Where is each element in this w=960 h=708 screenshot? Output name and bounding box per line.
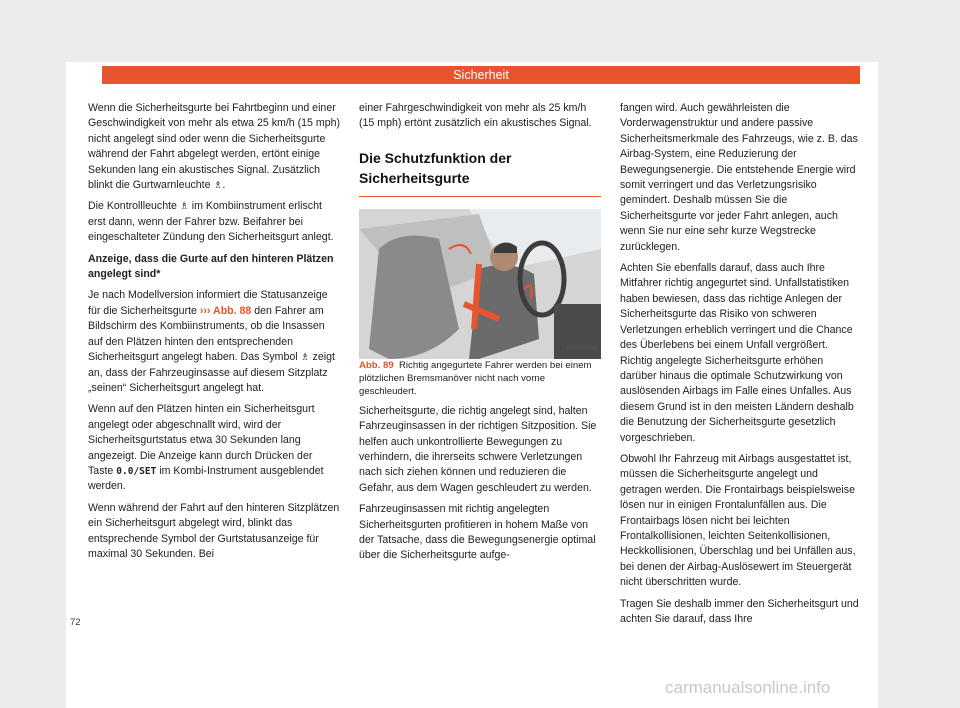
seatbelt-warning-icon: ♗ [213, 180, 223, 192]
text: im Kombi-Instrument ausgeblendet werden. [88, 464, 324, 493]
figure-code: B5F-0940 [566, 345, 597, 353]
paragraph: fangen wird. Auch gewährleisten die Vorderwagenstruktur und andere passive Sicherheitsmerkmale des Fahrzeugs, wie z. B. das Airbag-System, eine Reduzierung der Bewegungsenergie. Die entstehende Energie wird somit verringert und das Verletzungsrisiko gemindert. Deshalb müssen Sie die Sicherheitsgurte vor jeder Fahrt anlegen, auch wenn Sie nur eine sehr kurze Wegstrecke zurücklegen. [620, 102, 858, 253]
paragraph [88, 101, 340, 193]
section-heading: Die Schutzfunktion der Sicherheitsgurte [359, 148, 601, 197]
paragraph: Fahrzeuginsassen mit richtig angelegten Sicherheitsgurten profitieren in hohem Maße von der Tatsache, dass die Bewegungsenergie optimal über die Sicherheitsgurte aufge- [359, 503, 596, 562]
figure-driver-seatbelt [359, 209, 601, 359]
watermark: carmanualsonline.info [665, 678, 831, 697]
text: Die Kontrollleuchte [88, 200, 177, 213]
column-left [88, 101, 340, 568]
text: zeigt an, dass der Fahrzeuginsasse auf diesem Sitzplatz „seinen“ Sicherheitsgurt angelegt hat. [88, 351, 335, 394]
text: Wenn die Sicherheitsgurte bei Fahrtbeginn und einer Geschwindigkeit von mehr als etwa 25 km/h (15 mph) nicht angelegt sind oder wenn die Sicherheitsgurte während der Fahrt abgelegt werden, ertönt einige Sekunden lang ein akustisches Signal. Zusätzlich blinkt die Gurtwarnleuchte [88, 102, 341, 192]
seatbelt-warning-icon: ♗ [179, 201, 189, 213]
text: Je nach Modellversion informiert die Statusanzeige für die Sicherheitsgurte [88, 289, 328, 317]
driver-illustration [359, 209, 601, 359]
figure-reference-link[interactable]: ››› Abb. 88 [199, 304, 252, 317]
page-number: 72 [70, 617, 81, 628]
column-middle [359, 101, 601, 570]
paragraph: Obwohl Ihr Fahrzeug mit Airbags ausgestattet ist, müssen die Sicherheitsgurte angelegt und getragen werden. Die Frontairbags beispielsweise lösen nur in einigen Frontalunfällen aus. Die Frontairbags lösen nicht bei leichten Frontalkollisionen, leichten Seitenkollisionen, Heckkollisionen, Überschlag und bei Unfällen aus, bei denen der Airbag-Auslösewert im Steuergerät nicht überschritten wurde. [620, 452, 856, 589]
paragraph [88, 402, 340, 494]
figure-label: Abb. 89 [359, 359, 394, 371]
seatbelt-status-icon: ♗ [300, 352, 310, 364]
subheading: Anzeige, dass die Gurte auf den hinteren Plätzen angelegt sind* [88, 252, 334, 281]
paragraph: Wenn während der Fahrt auf den hinteren Sitzplätzen ein Sicherheitsgurt abgelegt wird, blinkt das entsprechende Symbol der Gurtstatusanzeige für maximal 30 Sekunden. Bei [88, 501, 340, 560]
paragraph [88, 288, 340, 396]
section-header: Sicherheit [102, 66, 860, 84]
figure-caption [359, 359, 601, 398]
paragraph [88, 199, 340, 245]
column-right [620, 101, 862, 633]
text: den Fahrer am Bildschirm des Kombiinstruments, ob die Insassen auf den Plätzen hinten den entsprechenden Sicherheitsgurt angelegt haben. Das Symbol [88, 304, 325, 364]
paragraph: Achten Sie ebenfalls darauf, dass auch Ihre Mitfahrer richtig angegurtet sind. Unfallstatistiken haben bewiesen, dass das richtige Anlegen der Sicherheitsgurte das Risiko von schweren Verletzungen erheblich verringert und die Chance des Überlebens bei einem Unfall vergrößert. Richtig angelegte Sicherheitsgurte erhöhen darüber hinaus die optimale Schutzwirkung von auslösenden Airbags im Falle eines Unfalles. Aus diesem Grund ist in den meisten Ländern deshalb die Benutzung der Sicherheitsgurte gesetzlich vorgeschrieben. [620, 262, 854, 444]
text: im Kombiinstrument erlischt erst dann, wenn der Fahrer bzw. Beifahrer bei eingeschalteter Zündung den Sicherheitsgurt anlegt. [88, 200, 334, 244]
paragraph: Tragen Sie deshalb immer den Sicherheitsgurt und achten Sie darauf, dass Ihre [620, 597, 859, 625]
key-label: 0.0/SET [116, 465, 157, 477]
text: Wenn auf den Plätzen hinten ein Sicherheitsgurt angelegt oder abgeschnallt wird, wird der Sicherheitsgurtstatus etwa 30 Sekunden lang angezeigt. Die Anzeige kann durch Drücken der Taste [88, 403, 315, 477]
paragraph: einer Fahrgeschwindigkeit von mehr als 25 km/h (15 mph) ertönt zusätzlich ein akustisches Signal. [359, 102, 592, 130]
text: Richtig angegurtete Fahrer werden bei einem plötzlichen Bremsmanöver nicht nach vorne geschleudert. [359, 359, 592, 397]
text: . [222, 179, 226, 192]
paragraph: Sicherheitsgurte, die richtig angelegt sind, halten Fahrzeuginsassen in der richtigen Sitzposition. Sie helfen auch unkontrollierte Bewegungen zu verhindern, die ihrerseits schwere Verletzungen nach sich ziehen können und reduzieren die Gefahr, aus dem Wagen geschleudert zu werden. [359, 404, 597, 494]
